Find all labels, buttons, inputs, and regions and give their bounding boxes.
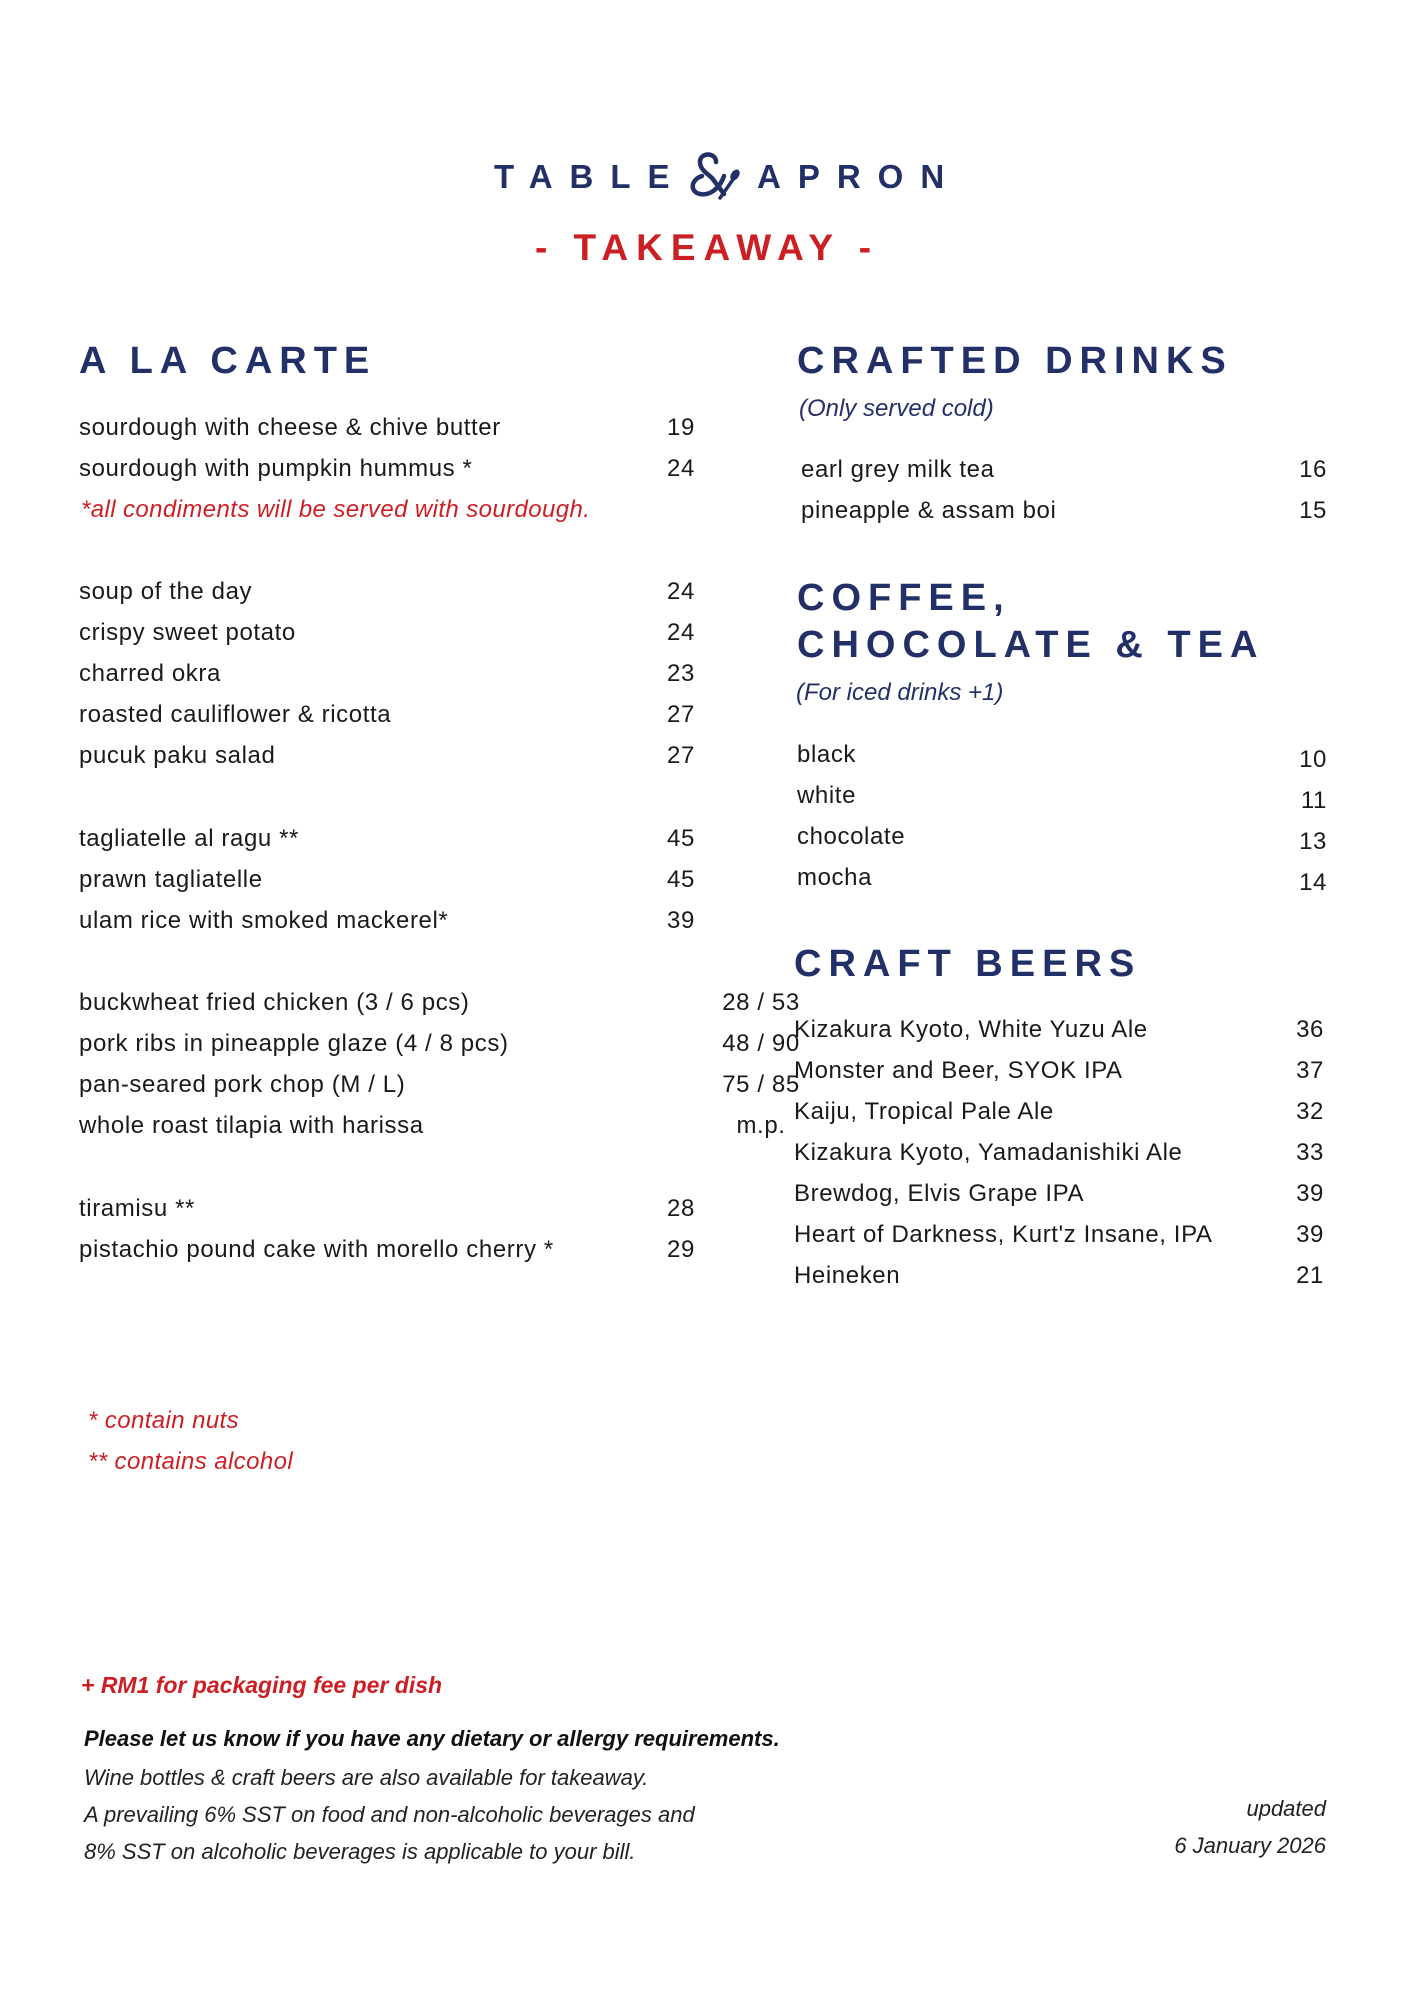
item-price: 13 [1299,828,1327,855]
item-name: Monster and Beer, SYOK IPA [794,1057,1123,1084]
item-price: 36 [1296,1016,1324,1043]
list-item [79,900,739,941]
item-name: Kizakura Kyoto, White Yuzu Ale [794,1016,1148,1043]
list-item [79,612,739,653]
item-name: earl grey milk tea [801,456,995,483]
list-item [797,734,1327,775]
list-item [797,816,1327,857]
item-price: 11 [1300,787,1327,814]
list-item [79,1064,800,1105]
list-item [79,859,739,900]
item-name: soup of the day [79,578,253,605]
item-name: Kizakura Kyoto, Yamadanishiki Ale [794,1139,1183,1166]
crafted-drinks-note: (Only served cold) [799,395,994,422]
page-subtitle: - TAKEAWAY - [534,227,880,268]
item-name: pucuk paku salad [79,742,276,769]
list-item [794,1255,1324,1296]
item-price: 75 / 85 [722,1071,800,1098]
item-price: 33 [1296,1139,1324,1166]
item-price: 27 [667,742,695,769]
item-name: pineapple & assam boi [801,497,1057,524]
packaging-fee-note: + RM1 for packaging fee per dish [81,1672,443,1698]
list-item [794,1091,1324,1132]
list-item [801,449,1327,490]
item-price: 24 [667,619,695,646]
item-name: prawn tagliatelle [79,866,263,893]
item-price: 28 [667,1195,695,1222]
item-name: sourdough with cheese & chive butter [79,414,501,441]
item-name: whole roast tilapia with harissa [79,1112,424,1139]
list-item [79,1229,739,1270]
item-price: 14 [1299,869,1327,896]
list-item [79,982,800,1023]
logo-word-table: TABLE [494,158,687,195]
item-price: 48 / 90 [722,1030,800,1057]
item-price: 24 [667,455,695,482]
item-name: crispy sweet potato [79,619,296,646]
item-name: pork ribs in pineapple glaze (4 / 8 pcs) [79,1030,509,1057]
list-item [79,1023,800,1064]
item-name: ulam rice with smoked mackerel* [79,907,449,934]
item-name: mocha [797,864,873,891]
dietary-note: Please let us know if you have any dietary or allergy requirements. [84,1726,780,1751]
item-price: m.p. [736,1112,786,1139]
item-price: 24 [667,578,695,605]
list-item [79,571,739,612]
section-title-craft-beers: CRAFT BEERS [794,943,1142,985]
sst-note-line1: A prevailing 6% SST on food and non-alcoholic beverages and [84,1802,695,1827]
updated-label: updated [1246,1796,1326,1821]
coffee-note: (For iced drinks +1) [796,679,1004,706]
list-item [794,1214,1324,1255]
item-price: 45 [667,866,695,893]
item-name: Kaiju, Tropical Pale Ale [794,1098,1054,1125]
item-price: 15 [1299,497,1327,524]
item-name: Heart of Darkness, Kurt'z Insane, IPA [794,1221,1213,1248]
legend-alcohol: ** contains alcohol [88,1448,294,1475]
list-item [79,818,739,859]
item-price: 23 [667,660,695,687]
item-price: 27 [667,701,695,728]
list-item [79,694,739,735]
item-name: charred okra [79,660,221,687]
section-title-a-la-carte: A LA CARTE [79,340,377,382]
item-name: Heineken [794,1262,901,1289]
item-price: 10 [1299,746,1327,773]
item-name: black [797,741,857,768]
list-item [797,857,1327,898]
list-item [79,448,739,489]
item-name: pan-seared pork chop (M / L) [79,1071,406,1098]
item-name: buckwheat fried chicken (3 / 6 pcs) [79,989,470,1016]
item-name: chocolate [797,823,906,850]
item-name: Brewdog, Elvis Grape IPA [794,1180,1085,1207]
item-price: 39 [1296,1180,1324,1207]
section-title-coffee-line2: CHOCOLATE & TEA [797,624,1265,666]
item-price: 32 [1296,1098,1324,1125]
wine-note: Wine bottles & craft beers are also available for takeaway. [84,1765,649,1790]
condiments-note: *all condiments will be served with sourdough. [81,496,591,523]
item-price: 39 [667,907,695,934]
section-title-coffee-line1: COFFEE, [797,577,1011,619]
logo-word-apron: APRON [757,158,962,195]
logo [0,150,1414,210]
item-name: tiramisu ** [79,1195,195,1222]
item-price: 16 [1299,456,1327,483]
list-item [79,653,739,694]
list-item [79,1188,739,1229]
item-price: 29 [667,1236,695,1263]
ampersand-fork-spoon-icon [686,148,740,209]
section-title-crafted-drinks: CRAFTED DRINKS [797,340,1233,382]
item-price: 21 [1296,1262,1324,1289]
list-item [79,1105,786,1146]
item-price: 28 / 53 [722,989,800,1016]
list-item [794,1050,1324,1091]
item-price: 19 [667,414,695,441]
item-name: roasted cauliflower & ricotta [79,701,392,728]
item-name: tagliatelle al ragu ** [79,825,300,852]
list-item [79,407,739,448]
legend-nuts: * contain nuts [88,1407,240,1434]
list-item [794,1009,1324,1050]
item-price: 39 [1296,1221,1324,1248]
updated-date: 6 January 2026 [1174,1833,1326,1858]
item-price: 37 [1296,1057,1324,1084]
list-item [794,1173,1324,1214]
list-item [794,1132,1324,1173]
item-price: 45 [667,825,695,852]
list-item [79,735,739,776]
sst-note-line2: 8% SST on alcoholic beverages is applicable to your bill. [84,1839,636,1864]
list-item [797,775,1327,816]
item-name: white [797,782,857,809]
list-item [801,490,1327,531]
item-name: sourdough with pumpkin hummus * [79,455,473,482]
item-name: pistachio pound cake with morello cherry * [79,1236,554,1263]
